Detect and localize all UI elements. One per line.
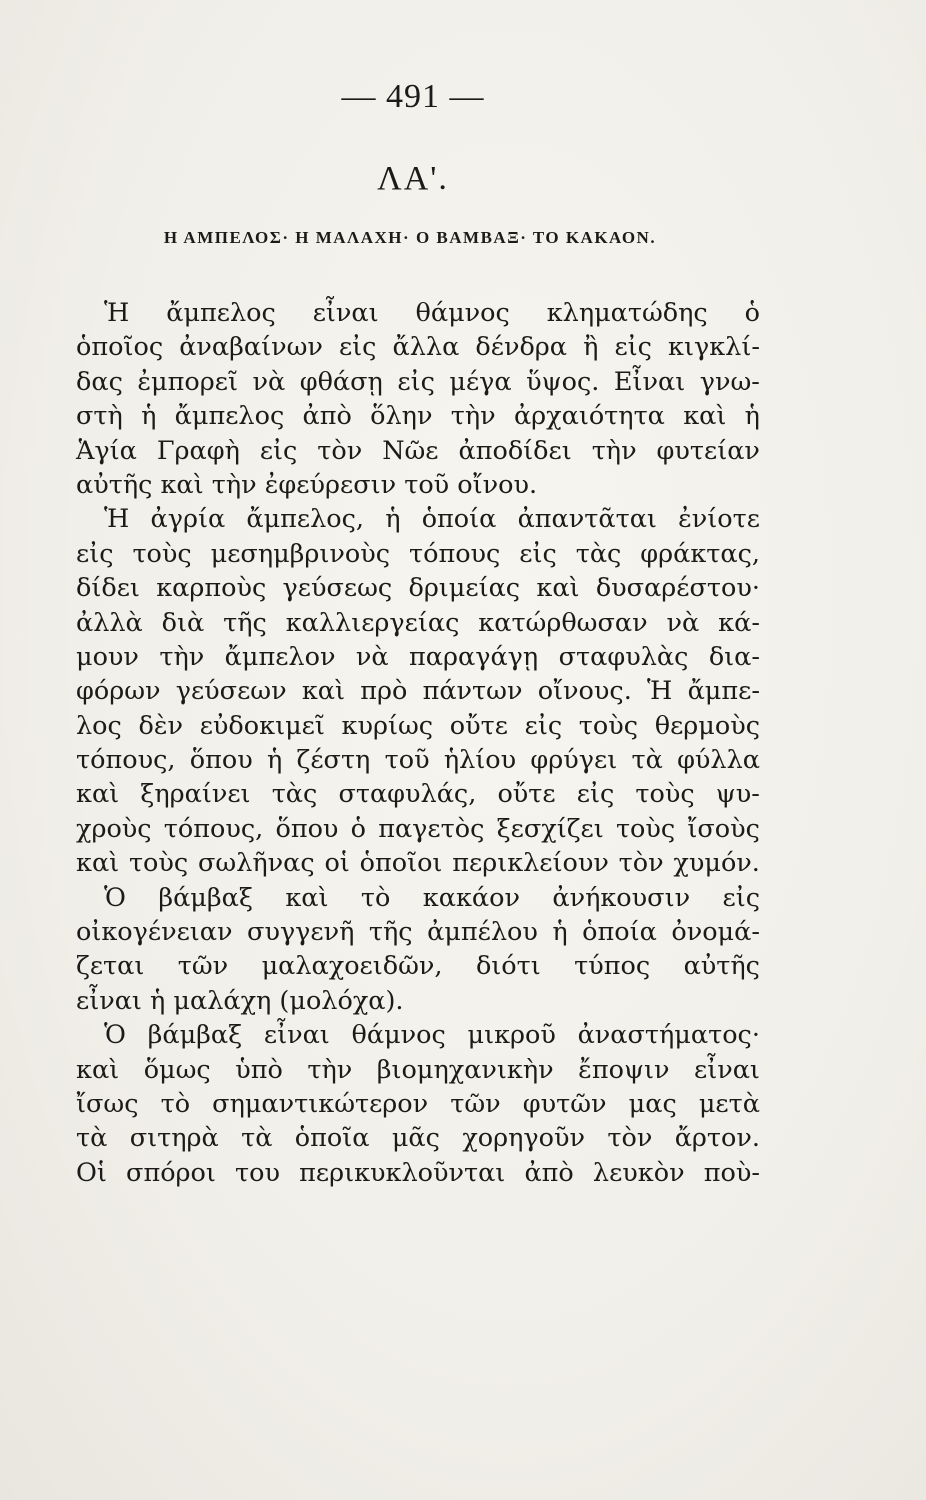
text-line: οἰκογένειαν συγγενῆ τῆς ἀμπέλου ἡ ὁποία ὀνομά- [76, 917, 760, 948]
page-number: — 491 — [341, 78, 485, 115]
text-line: καὶ ὅμως ὑπὸ τὴν βιομηχανικὴν ἔποψιν εἶναι [76, 1054, 760, 1085]
text-line: στὴ ἡ ἄμπελος ἀπὸ ὅλην τὴν ἀρχαιότητα καὶ ἡ [76, 401, 760, 432]
body-text [76, 296, 760, 1190]
chapter-heading: ΛΑ'. [377, 160, 449, 197]
text-line: καὶ ξηραίνει τὰς σταφυλάς, οὔτε εἰς τοὺς ψυ- [76, 779, 760, 810]
text-line: Ἁγία Γραφὴ εἰς τὸν Νῶε ἀποδίδει τὴν φυτείαν [76, 435, 760, 466]
text-line: μουν τὴν ἄμπελον νὰ παραγάγῃ σταφυλὰς δια- [76, 641, 760, 672]
chapter-subtitle: Η ΑΜΠΕΛΟΣ· Η ΜΑΛΑΧΗ· Ο ΒΑΜΒΑΞ· ΤΟ ΚΑΚΑΟΝ. [163, 228, 657, 247]
text-line: λος δὲν εὐδοκιμεῖ κυρίως οὔτε εἰς τοὺς θερμοὺς [76, 710, 760, 741]
text-line: τόπους, ὅπου ἡ ζέστη τοῦ ἡλίου φρύγει τὰ φύλλα [76, 745, 760, 776]
text-line: φόρων γεύσεων καὶ πρὸ πάντων οἴνους. Ἡ ἄμπε- [76, 676, 760, 707]
text-line: δας ἐμπορεῖ νὰ φθάσῃ εἰς μέγα ὕψος. Εἶναι γνω- [76, 366, 760, 397]
text-line: εἰς τοὺς μεσημβρινοὺς τόπους εἰς τὰς φράκτας, [76, 538, 760, 569]
text-line: Ὁ βάμβαξ καὶ τὸ κακάον ἀνήκουσιν εἰς [104, 882, 760, 913]
text-line: καὶ τοὺς σωλῆνας οἱ ὁποῖοι περικλείουν τὸν χυμόν. [76, 848, 760, 879]
text-line: Ἡ ἄμπελος εἶναι θάμνος κληματώδης ὁ [104, 298, 760, 328]
text-line: δίδει καρποὺς γεύσεως δριμείας καὶ δυσαρέστου· [76, 573, 760, 604]
text-line: τὰ σιτηρὰ τὰ ὁποῖα μᾶς χορηγοῦν τὸν ἄρτον. [76, 1123, 760, 1154]
text-line: ἀλλὰ διὰ τῆς καλλιεργείας κατώρθωσαν νὰ κά- [76, 607, 760, 638]
text-line: ὁποῖος ἀναβαίνων εἰς ἄλλα δένδρα ἢ εἰς κιγκλί- [76, 332, 760, 363]
text-line: Οἱ σπόροι του περικυκλοῦνται ἀπὸ λευκὸν ποὺ- [76, 1157, 760, 1188]
text-line: αὐτῆς καὶ τὴν ἐφεύρεσιν τοῦ οἴνου. [76, 469, 538, 500]
text-line: χροὺς τόπους, ὅπου ὁ παγετὸς ξεσχίζει τοὺς ἴσοὺς [76, 813, 760, 844]
text-line: Ἡ ἀγρία ἄμπελος, ἡ ὁποία ἀπαντᾶται ἐνίοτε [104, 504, 760, 535]
text-line: ζεται τῶν μαλαχοειδῶν, διότι τύπος αὐτῆς [76, 951, 760, 982]
text-line: ἴσως τὸ σημαντικώτερον τῶν φυτῶν μας μετὰ [76, 1088, 760, 1119]
text-line: Ὁ βάμβαξ εἶναι θάμνος μικροῦ ἀναστήματος· [104, 1020, 760, 1051]
text-line: εἶναι ἡ μαλάχη (μολόχα). [76, 985, 404, 1016]
